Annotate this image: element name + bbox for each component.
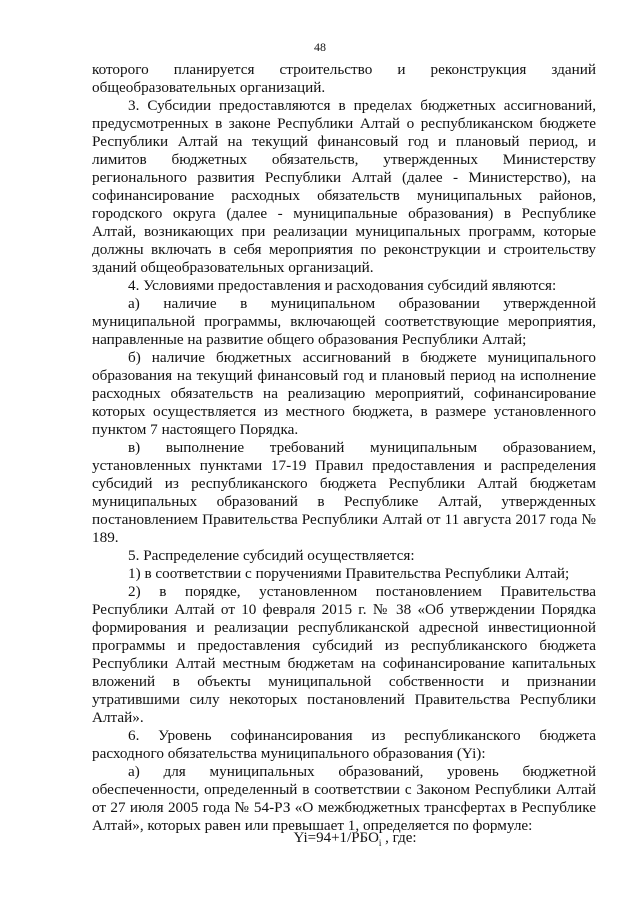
formula [0, 830, 640, 848]
paragraph: в) выполнение требований муниципальным образованием, установленных пунктами 17-19 Правил предоставления и распределения субсидий из республиканского бюджета Республики Алтай бюджетам муниципальных образований в Республике Алтай, утвержденных постановлением Правительства Республики Алтай от 11 августа 2017 года № 189. [92, 439, 596, 546]
paragraph: 5. Распределение субсидий осуществляется: [128, 547, 415, 564]
page-number: 48 [314, 40, 326, 54]
paragraph: 1) в соответствии с поручениями Правительства Республики Алтай; [128, 565, 570, 582]
formula-subscript: i [378, 838, 382, 848]
paragraph: а) для муниципальных образований, уровень бюджетной обеспеченности, определенный в соответствии с Законом Республики Алтай от 27 июля 2005 года № 54-РЗ «О межбюджетных трансфертах в Республике Алтай», которых равен или превышает 1, определяется по формуле: [92, 763, 596, 834]
body-text [92, 61, 596, 835]
paragraph: 6. Уровень софинансирования из республиканского бюджета расходного обязательства муниципального образования (Yi): [92, 727, 596, 762]
paragraph: а) наличие в муниципальном образовании утвержденной муниципальной программы, включающей соответствующие мероприятия, направленные на развитие общего образования Республики Алтай; [92, 295, 596, 348]
paragraph: 2) в порядке, установленном постановлением Правительства Республики Алтай от 10 февраля 2015 г. № 38 «Об утверждении Порядка формирования и реализации республиканской адресной инвестиционной программы и предоставления субсидий из республиканского бюджета Республики Алтай местным бюджетам на софинансирование капитальных вложений в объекты муниципальной собственности и признании утратившими силу некоторых постановлений Правительства Республики Алтай». [92, 583, 596, 726]
paragraph: 3. Субсидии предоставляются в пределах бюджетных ассигнований, предусмотренных в законе Республики Алтай о республиканском бюджете Республики Алтай на текущий финансовый год и плановый период, и лимитов бюджетных обязательств, утвержденных Министерству регионального развития Республики Алтай (далее - Министерство), на софинансирование расходных обязательств муниципальных районов, городского округа (далее - муниципальные образования) в Республике Алтай, возникающих при реализации муниципальных программ, которые должны включать в себя мероприятия по реконструкции и строительству зданий общеобразовательных организаций. [92, 97, 596, 276]
paragraph: которого планируется строительство и реконструкция зданий общеобразовательных организаций. [92, 61, 596, 96]
paragraph: 4. Условиями предоставления и расходования субсидий являются: [128, 277, 557, 294]
formula-main: Yi=94+1/РБО [293, 830, 379, 846]
formula-suffix: , где: [381, 830, 417, 846]
paragraph: б) наличие бюджетных ассигнований в бюджете муниципального образования на текущий финансовый год и плановый период на исполнение расходных обязательств на реализацию мероприятий, софинансирование которых осуществляется из местного бюджета, в размере установленного пунктом 7 настоящего Порядка. [92, 349, 596, 438]
